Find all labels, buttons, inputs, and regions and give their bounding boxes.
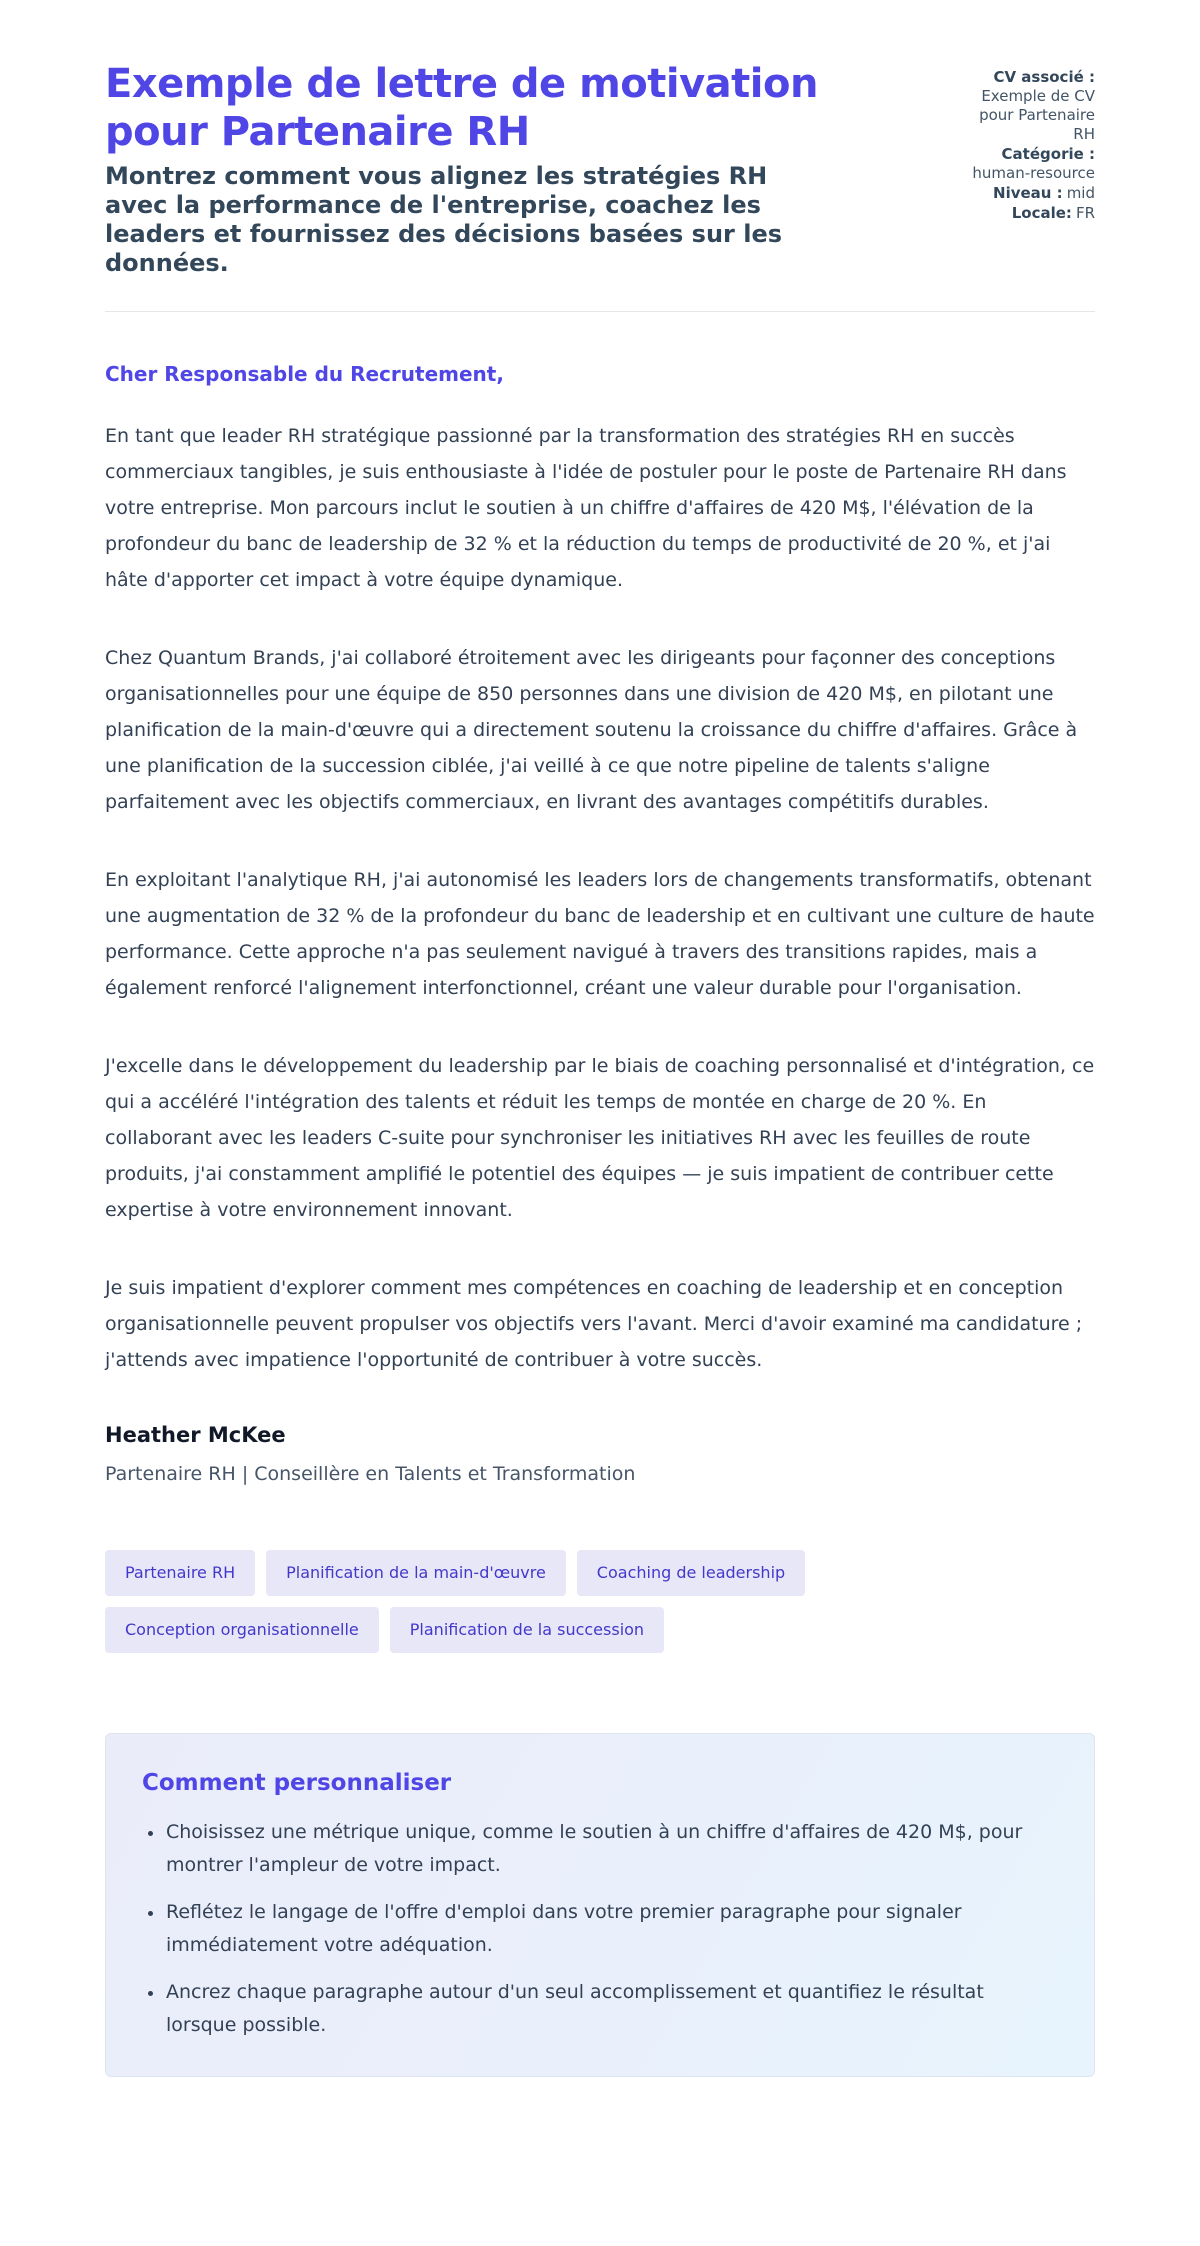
header-divider [105, 311, 1095, 312]
tips-item: • Ancrez chaque paragraphe autour d'un seul accomplissement et quantifiez le résultat lorsque possible. [164, 1976, 1044, 2042]
meta-label-cv: CV associé : [993, 68, 1095, 86]
letter-paragraph: Chez Quantum Brands, j'ai collaboré étroitement avec les dirigeants pour façonner des conceptions organisationnelles pour une équipe de 850 personnes dans une division de 420 M$, en pilotant une planification de la main-d'œuvre qui a directement soutenu la croissance du chiffre d'affaires. Grâce à une planification de la succession ciblée, j'ai veillé à ce que notre pipeline de talents s'aligne parfaitement avec les objectifs commerciaux, en livrant des avantages compétitifs durables. [105, 647, 1078, 813]
meta-panel [955, 60, 1095, 224]
header-text-block [105, 60, 955, 278]
meta-label-category: Catégorie : [1001, 145, 1095, 163]
page [105, 0, 1095, 2146]
tips-callout [105, 1733, 1095, 2077]
tag-chip[interactable]: Partenaire RH [105, 1550, 255, 1596]
meta-value-locale: FR [1075, 204, 1095, 222]
signature-name: Heather McKee [105, 1423, 286, 1447]
meta-row-cv [955, 68, 1095, 144]
letter-paragraph: En tant que leader RH stratégique passionné par la transformation des stratégies RH en succès commerciaux tangibles, je suis enthousiaste à l'idée de postuler pour le poste de Partenaire RH dans votre entreprise. Mon parcours inclut le soutien à un chiffre d'affaires de 420 M$, l'élévation de la profondeur du banc de leadership de 32 % et la réduction du temps de productivité de 20 %, et j'ai hâte d'apporter cet impact à votre équipe dynamique. [105, 425, 1067, 591]
letter-paragraph: En exploitant l'analytique RH, j'ai autonomisé les leaders lors de changements transformatifs, obtenant une augmentation de 32 % de la profondeur du banc de leadership et en cultivant une culture de haute performance. Cette approche n'a pas seulement navigué à travers des transitions rapides, mais a également renforcé l'alignement interfonctionnel, créant une valeur durable pour l'organisation. [105, 869, 1095, 999]
meta-label-level: Niveau : [993, 184, 1063, 202]
meta-row-category [955, 145, 1095, 183]
tag-chip[interactable]: Planification de la main-d'œuvre [266, 1550, 566, 1596]
letter-greeting: Cher Responsable du Recrutement, [105, 362, 504, 386]
meta-value-level: mid [1066, 184, 1095, 202]
tag-chip[interactable]: Planification de la succession [390, 1607, 664, 1653]
meta-value-cv: Exemple de CV pour Partenaire RH [979, 87, 1095, 143]
page-title: Exemple de lettre de motivation pour Partenaire RH [105, 61, 818, 155]
tips-item: • Choisissez une métrique unique, comme le soutien à un chiffre d'affaires de 420 M$, pour montrer l'ampleur de votre impact. [164, 1816, 1044, 1882]
signature-role: Partenaire RH | Conseillère en Talents et Transformation [105, 1463, 636, 1485]
page-subtitle: Montrez comment vous alignez les stratégies RH avec la performance de l'entreprise, coachez les leaders et fournissez des décisions basées sur les données. [105, 162, 783, 277]
meta-value-category: human-resource [972, 164, 1095, 182]
letter-paragraph: J'excelle dans le développement du leadership par le biais de coaching personnalisé et d'intégration, ce qui a accéléré l'intégration des talents et réduit les temps de montée en charge de 20 %. En collaborant avec les leaders C-suite pour synchroniser les initiatives RH avec les feuilles de route produits, j'ai constamment amplifié le potentiel des équipes — je suis impatient de contribuer cette expertise à votre environnement innovant. [105, 1055, 1095, 1221]
meta-label-locale: Locale: [1011, 204, 1072, 222]
tag-chip[interactable]: Coaching de leadership [577, 1550, 805, 1596]
tips-title: Comment personnaliser [142, 1770, 452, 1796]
tag-chip[interactable]: Conception organisationnelle [105, 1607, 379, 1653]
tips-item: • Reflétez le langage de l'offre d'emploi dans votre premier paragraphe pour signaler immédiatement votre adéquation. [164, 1896, 1044, 1962]
signature-block [105, 1420, 1095, 1488]
tips-list [142, 1816, 1058, 2042]
meta-row-level [955, 184, 1095, 203]
header [105, 60, 1095, 278]
letter-body [105, 360, 1095, 1488]
tag-list [105, 1550, 865, 1653]
letter-paragraph: Je suis impatient d'explorer comment mes compétences en coaching de leadership et en conception organisationnelle peuvent propulser vos objectifs vers l'avant. Merci d'avoir examiné ma candidature ; j'attends avec impatience l'opportunité de contribuer à votre succès. [105, 1277, 1083, 1371]
meta-row-locale [955, 204, 1095, 223]
